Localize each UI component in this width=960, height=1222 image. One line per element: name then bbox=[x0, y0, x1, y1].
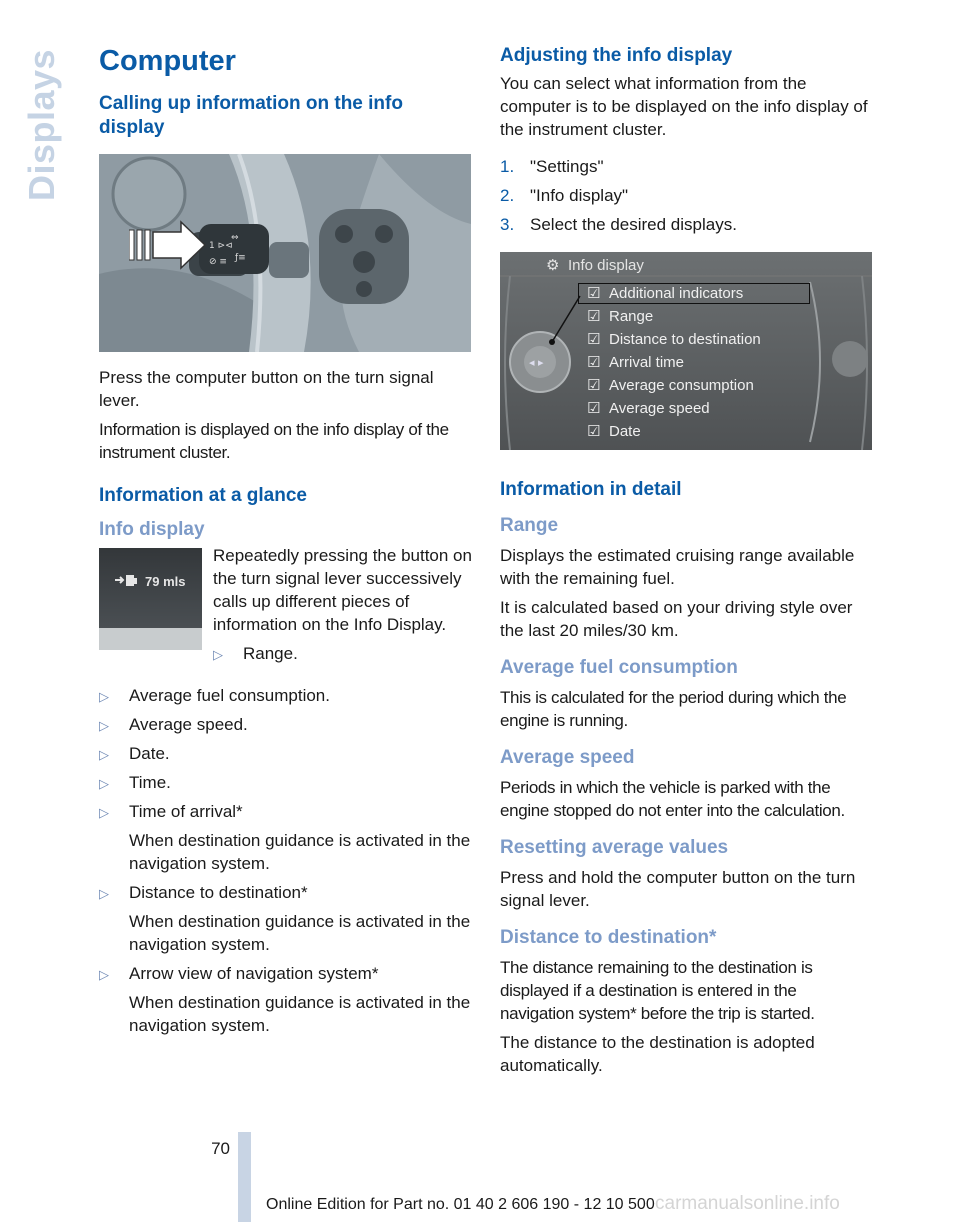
range-paragraph-2: It is calculated based on your driving style over the last 20 miles/30 km. bbox=[500, 598, 853, 640]
adjust-heading: Adjusting the info display bbox=[500, 45, 733, 66]
checkbox-checked-icon: ☑ bbox=[587, 354, 601, 371]
fuel-range-icon bbox=[115, 570, 139, 593]
distance-paragraph-1: The distance remaining to the destination is displayed if a destination is entered in the navigation system* before the trip is started. bbox=[500, 958, 815, 1023]
checkbox-checked-icon: ☑ bbox=[587, 400, 601, 417]
detail-heading: Information in detail bbox=[500, 479, 682, 500]
turn-signal-lever-photo bbox=[99, 154, 471, 352]
step-item: 2. "Info display" bbox=[500, 186, 629, 205]
svg-text:⇔: ⇔ bbox=[231, 233, 239, 243]
section-label: Displays bbox=[21, 48, 63, 202]
screen-title: Info display bbox=[568, 257, 644, 274]
svg-text:⊘ ≡: ⊘ ≡ bbox=[209, 257, 227, 267]
avg-fuel-heading: Average fuel consumption bbox=[500, 657, 738, 678]
screen-option[interactable]: ☑ Arrival time bbox=[587, 351, 761, 374]
svg-text:ƒ≡: ƒ≡ bbox=[235, 253, 246, 263]
watermark: carmanualsonline.info bbox=[655, 1193, 840, 1214]
checkbox-checked-icon: ☑ bbox=[587, 377, 601, 394]
screen-option[interactable]: ☑ Date bbox=[587, 420, 761, 443]
avg-speed-paragraph: Periods in which the vehicle is parked with the engine stopped do not enter into the calculation. bbox=[500, 778, 845, 820]
paragraph-press-button: Press the computer button on the turn signal lever. bbox=[99, 368, 434, 410]
info-display-screen bbox=[500, 252, 872, 450]
info-display-block bbox=[99, 544, 473, 684]
svg-text:1 ⊳⊲: 1 ⊳⊲ bbox=[209, 241, 233, 251]
reset-heading: Resetting average values bbox=[500, 837, 729, 858]
range-list bbox=[213, 642, 473, 665]
checkbox-checked-icon: ☑ bbox=[587, 331, 601, 348]
svg-text:◂ ▸: ◂ ▸ bbox=[529, 356, 544, 369]
info-display-thumbnail bbox=[99, 548, 202, 650]
screen-option[interactable]: ☑ Average speed bbox=[587, 397, 761, 420]
distance-heading: Distance to destination* bbox=[500, 927, 717, 948]
settings-gear-icon: ⚙ bbox=[546, 257, 560, 274]
list-item: ▷ Date. bbox=[99, 742, 473, 765]
calling-heading: Calling up information on the info display bbox=[99, 93, 403, 138]
list-item: ▷ Average speed. bbox=[99, 713, 473, 736]
right-column bbox=[500, 44, 874, 1083]
avg-fuel-paragraph: This is calculated for the period during which the engine is running. bbox=[500, 688, 847, 730]
list-item: ▷ Time of arrival* When destination guidance is activated in the navigation system. bbox=[99, 802, 471, 873]
footer-edition-text: Online Edition for Part no. 01 40 2 606 190 - 12 10 500 bbox=[266, 1196, 655, 1213]
range-value: 79 mls bbox=[145, 574, 186, 589]
list-item: ▷ Range. bbox=[213, 642, 473, 665]
checkbox-checked-icon: ☑ bbox=[587, 285, 601, 302]
triangle-bullet-icon: ▷ bbox=[99, 805, 109, 820]
screen-option[interactable]: ☑ Additional indicators bbox=[587, 282, 761, 305]
checkbox-checked-icon: ☑ bbox=[587, 308, 601, 325]
page-number: 70 bbox=[211, 1139, 230, 1158]
triangle-bullet-icon: ▷ bbox=[99, 689, 109, 704]
triangle-bullet-icon: ▷ bbox=[99, 967, 109, 982]
list-item: ▷ Arrow view of navigation system* When destination guidance is activated in the navigation system. bbox=[99, 964, 471, 1035]
list-item: ▷ Distance to destination* When destination guidance is activated in the navigation system. bbox=[99, 883, 471, 954]
checkbox-checked-icon: ☑ bbox=[587, 423, 601, 440]
range-heading: Range bbox=[500, 515, 559, 536]
step-item: 3. Select the desired displays. bbox=[500, 215, 737, 234]
info-list bbox=[99, 684, 473, 1037]
triangle-bullet-icon: ▷ bbox=[99, 718, 109, 733]
section-side-tab bbox=[20, 40, 64, 210]
paragraph-info-displayed: Information is displayed on the info display of the instrument cluster. bbox=[99, 420, 449, 462]
info-display-heading: Info display bbox=[99, 519, 205, 540]
screen-option[interactable]: ☑ Range bbox=[587, 305, 761, 328]
list-item: ▷ Time. bbox=[99, 771, 473, 794]
glance-heading: Information at a glance bbox=[99, 485, 307, 506]
range-paragraph-1: Displays the estimated cruising range available with the remaining fuel. bbox=[500, 546, 855, 588]
footer-bar bbox=[238, 1132, 251, 1222]
avg-speed-heading: Average speed bbox=[500, 747, 635, 768]
list-item: ▷ Average fuel consumption. bbox=[99, 684, 473, 707]
info-display-description: Repeatedly pressing the button on the turn signal lever successively calls up different pieces of information on the Info Display. bbox=[213, 546, 472, 634]
steps-list bbox=[500, 155, 874, 236]
left-column bbox=[99, 44, 473, 1043]
screen-option[interactable]: ☑ Average consumption bbox=[587, 374, 761, 397]
page-title: Computer bbox=[99, 45, 236, 77]
reset-paragraph: Press and hold the computer button on the turn signal lever. bbox=[500, 868, 856, 910]
triangle-bullet-icon: ▷ bbox=[99, 747, 109, 762]
screen-option[interactable]: ☑ Distance to destination bbox=[587, 328, 761, 351]
triangle-bullet-icon: ▷ bbox=[99, 776, 109, 791]
pointer-arrow-icon bbox=[129, 220, 209, 270]
screen-options bbox=[587, 282, 761, 443]
step-item: 1. "Settings" bbox=[500, 157, 604, 176]
triangle-bullet-icon: ▷ bbox=[99, 886, 109, 901]
triangle-bullet-icon: ▷ bbox=[213, 647, 223, 662]
adjust-description: You can select what information from the computer is to be displayed on the info display of the instrument cluster. bbox=[500, 74, 868, 139]
distance-paragraph-2: The distance to the destination is adopted automatically. bbox=[500, 1033, 815, 1075]
